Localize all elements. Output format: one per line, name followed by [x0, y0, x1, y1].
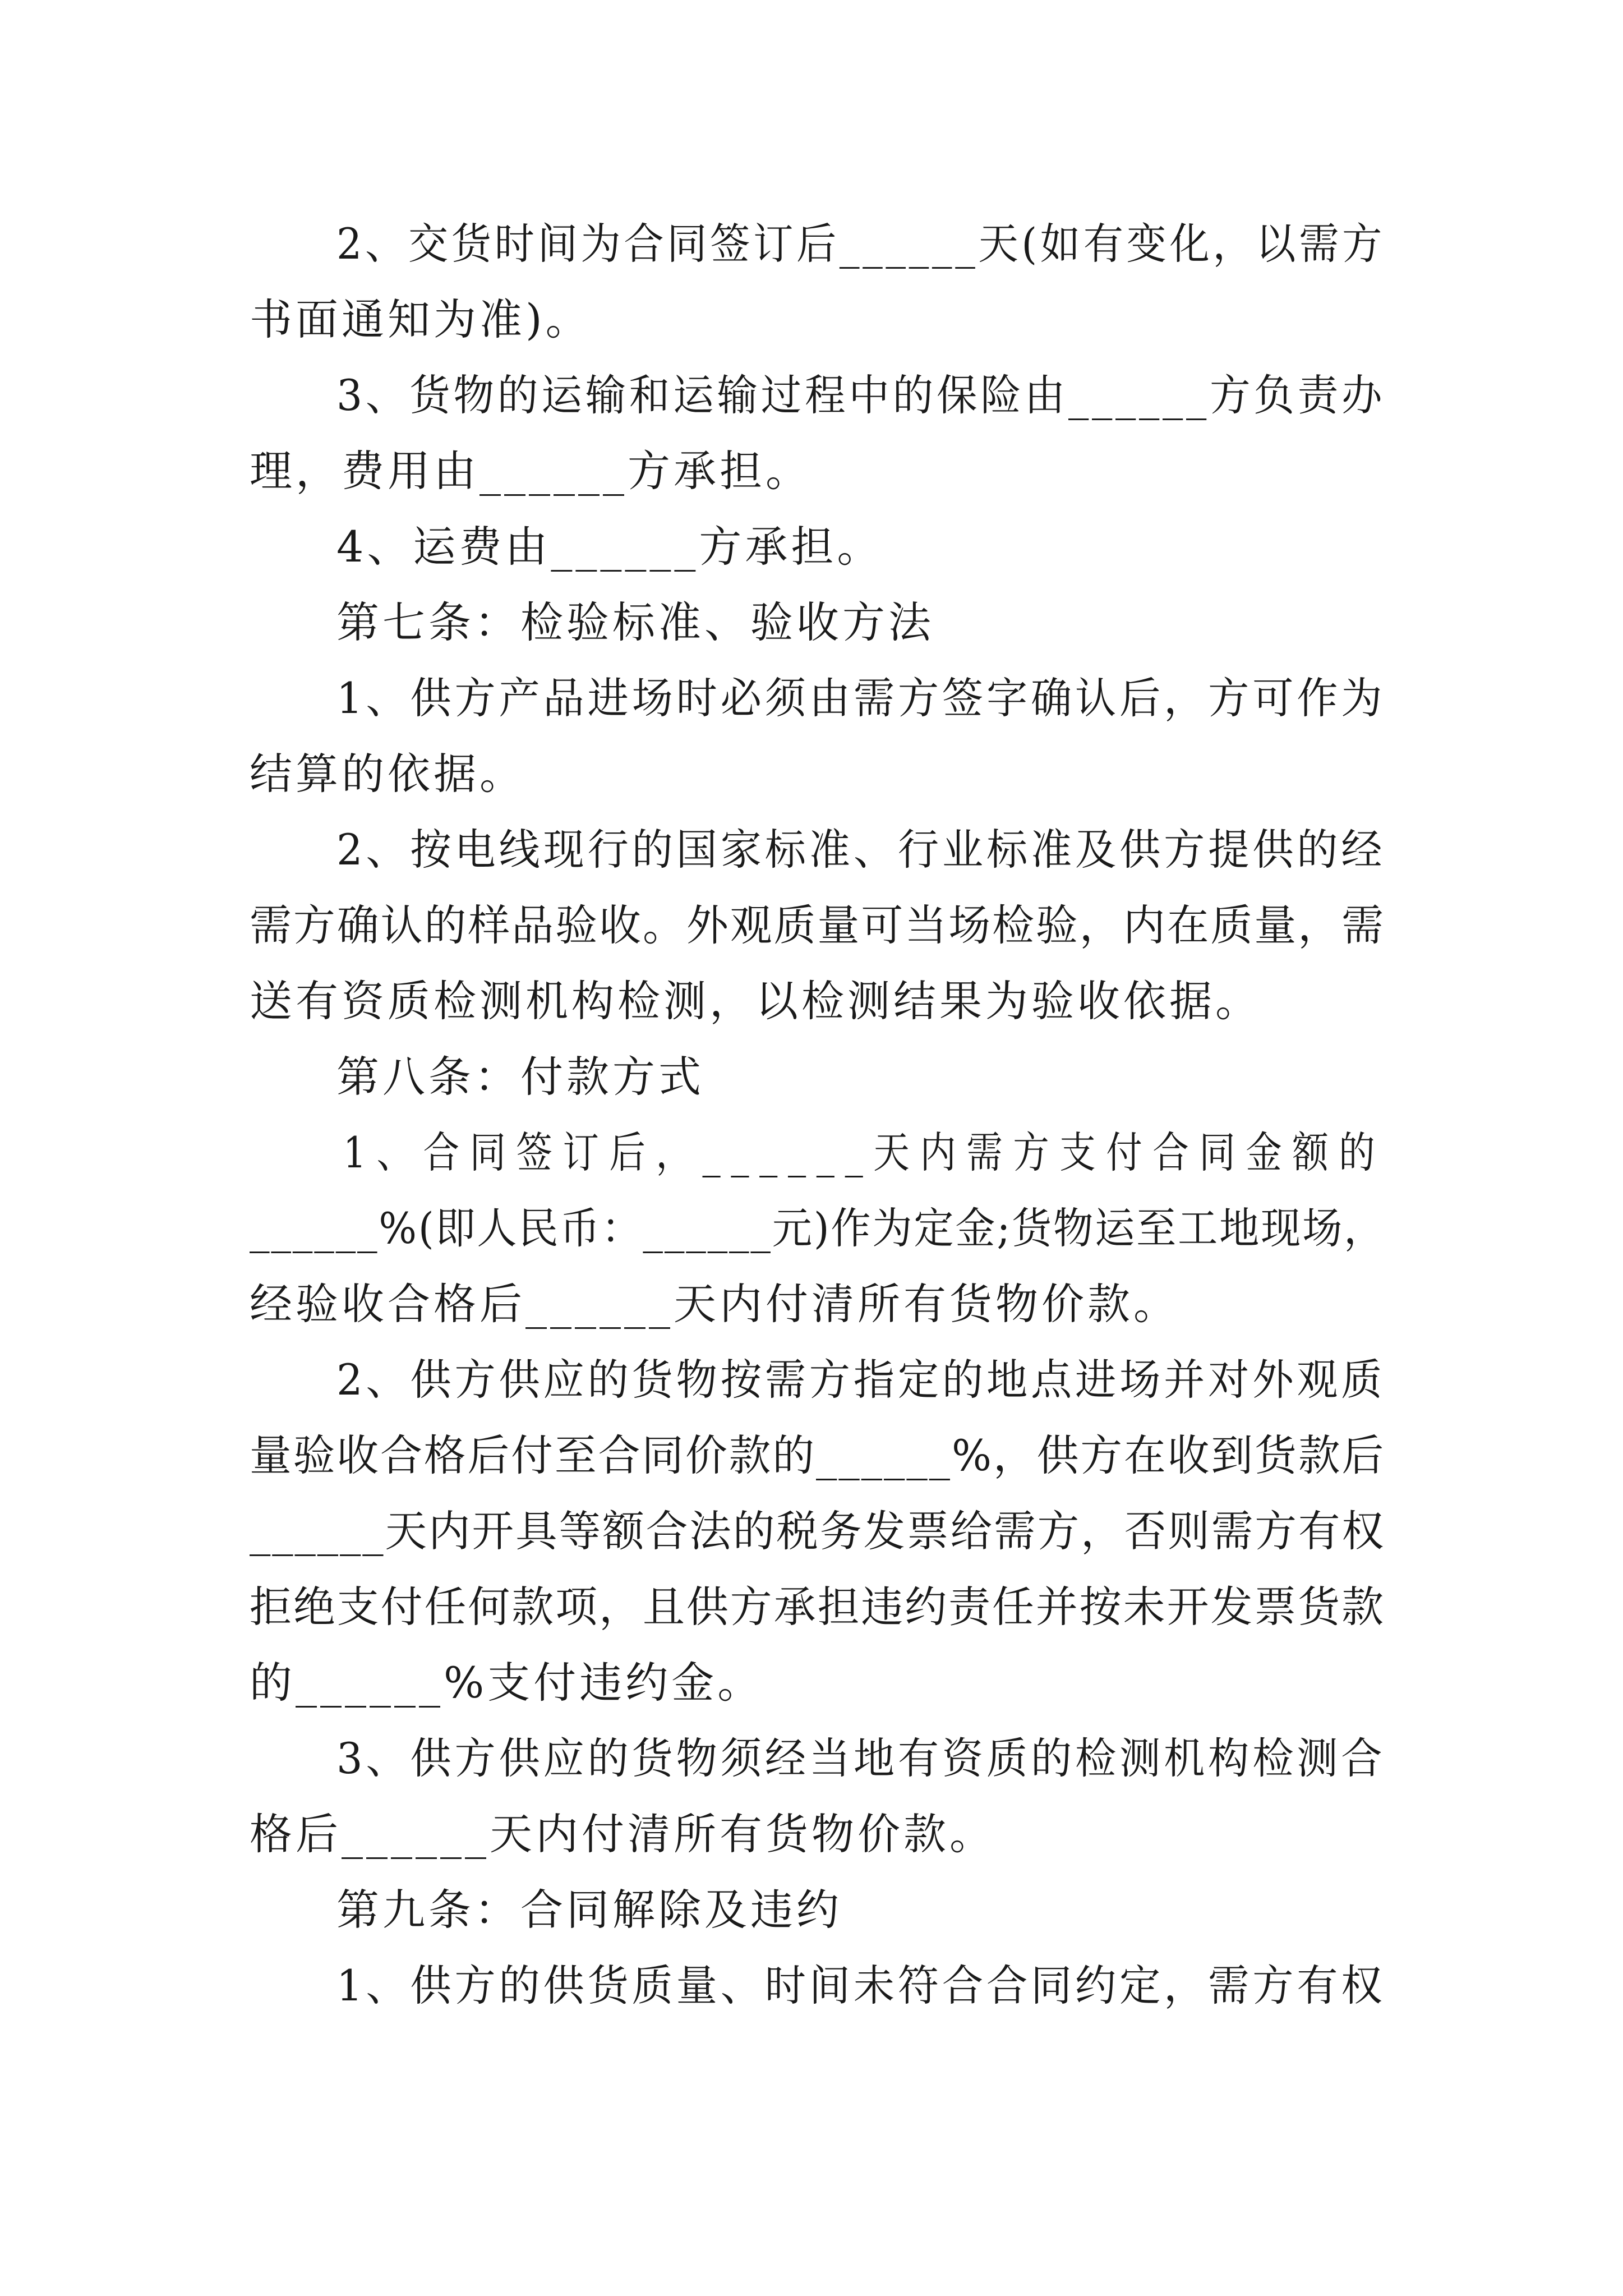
section-heading: 第九条：合同解除及违约: [336, 1885, 842, 1935]
text-line: 的______%支付违约金。: [250, 1658, 764, 1708]
text-line: 格后______天内付清所有货物价款。: [250, 1809, 995, 1859]
text-line: 3、货物的运输和运输过程中的保险由______方负责办: [336, 370, 1386, 420]
text-line: 3、供方供应的货物须经当地有资质的检测机构检测合: [336, 1733, 1386, 1783]
text-line: 经验收合格后______天内付清所有货物价款。: [250, 1279, 1179, 1329]
section-heading: 第七条：检验标准、验收方法: [336, 597, 934, 647]
text-line: ______%(即人民币：______元)作为定金;货物运至工地现场，: [250, 1203, 1386, 1253]
text-line: 需方确认的样品验收。外观质量可当场检验，内在质量，需: [250, 900, 1385, 950]
text-line: 1、供方的供货质量、时间未符合合同约定，需方有权: [336, 1961, 1386, 2010]
text-line: 结算的依据。: [250, 749, 525, 799]
text-line: 2、交货时间为合同签订后______天(如有变化，以需方: [336, 219, 1386, 269]
section-heading: 第八条：付款方式: [336, 1052, 704, 1102]
text-line: 量验收合格后付至合同价款的______%，供方在收到货款后: [250, 1430, 1386, 1480]
text-line: 4、运费由______方承担。: [336, 522, 883, 572]
text-line: 拒绝支付任何款项，且供方承担违约责任并按未开发票货款: [250, 1582, 1385, 1632]
text-line: 理，费用由______方承担。: [250, 446, 811, 496]
text-line: 2、供方供应的货物按需方指定的地点进场并对外观质: [336, 1355, 1386, 1405]
text-line: 2、按电线现行的国家标准、行业标准及供方提供的经: [336, 825, 1386, 875]
text-line: 送有资质检测机构检测，以检测结果为验收依据。: [250, 976, 1261, 1026]
text-line: 书面通知为准)。: [250, 295, 592, 344]
text-line: 1、供方产品进场时必须由需方签字确认后，方可作为: [336, 673, 1386, 723]
text-line: ______天内开具等额合法的税务发票给需方，否则需方有权: [250, 1506, 1385, 1556]
text-line: 1、合同签订后，______天内需方支付合同金额的: [343, 1128, 1386, 1177]
